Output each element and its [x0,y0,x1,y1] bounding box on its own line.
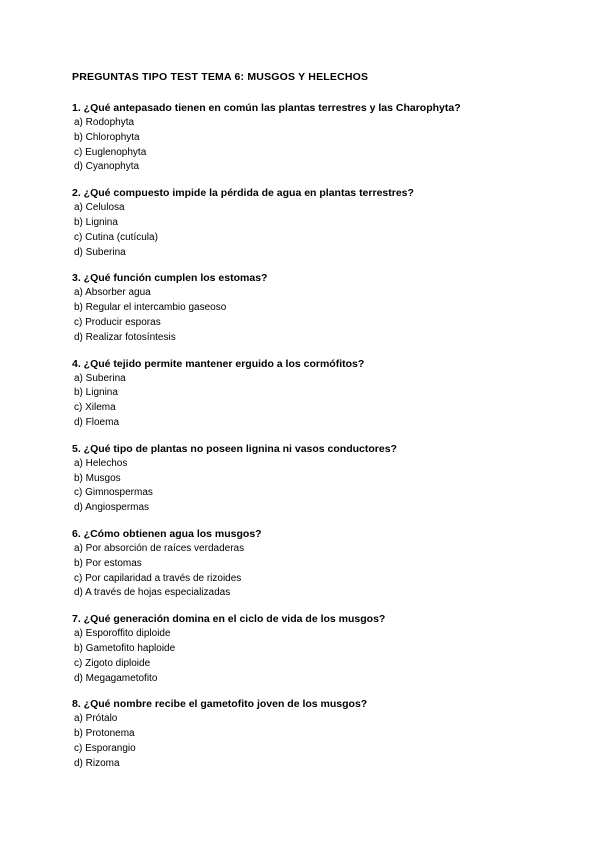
answer-option: b) Musgos [74,472,121,484]
question-2 [72,186,572,260]
question-text: 2. ¿Qué compuesto impide la pérdida de agua en plantas terrestres? [72,187,414,200]
answer-option: a) Rodophyta [74,117,135,128]
question-text: 5. ¿Qué tipo de plantas no poseen lignina ni vasos conductores? [72,442,397,455]
answer-option: c) Gimnospermas [74,487,153,499]
answer-option: d) Angiospermas [74,502,150,514]
question-8 [72,697,572,771]
answer-option: b) Lignina [74,216,118,228]
question-6 [72,527,572,601]
answer-option: b) Gametofito haploide [74,642,176,654]
question-text: 3. ¿Qué función cumplen los estomas? [72,272,268,285]
answer-option: c) Por capilaridad a través de rizoides [74,572,242,584]
question-text: 8. ¿Qué nombre recibe el gametofito joven de los musgos? [72,698,368,711]
question-text: 1. ¿Qué antepasado tienen en común las plantas terrestres y las Charophyta? [72,102,461,114]
answer-option: b) Lignina [74,387,118,399]
answer-option: c) Producir esporas [74,316,161,328]
answer-option: d) Floema [74,416,120,428]
question-text: 4. ¿Qué tejido permite mantener erguido a los cormófitos? [72,357,365,370]
answer-option: b) Regular el intercambio gaseoso [74,302,227,314]
answer-option: a) Prótalo [74,713,118,725]
answer-option: c) Euglenophyta [74,146,147,158]
answer-option: d) Megagametofito [74,672,158,684]
answer-option: a) Suberina [74,372,126,384]
question-text: 7. ¿Qué generación domina en el ciclo de vida de los musgos? [72,613,386,626]
answer-option: a) Esporoffito diploide [74,628,171,640]
document-page [72,70,572,783]
answer-option: d) Realizar fotosíntesis [74,331,176,343]
answer-option: d) Suberina [74,246,126,258]
answer-option: a) Por absorción de raíces verdaderas [74,542,245,554]
answer-option: d) Cyanophyta [74,161,140,173]
answer-option: a) Helechos [74,457,128,469]
question-text: 6. ¿Cómo obtienen agua los musgos? [72,527,262,540]
answer-option: d) Rizoma [74,757,120,769]
answer-option: b) Chlorophyta [74,131,140,143]
answer-option: c) Cutina (cutícula) [74,231,158,243]
answer-option: d) A través de hojas especializadas [74,587,231,599]
document-title: PREGUNTAS TIPO TEST TEMA 6: MUSGOS Y HELECHOS [72,71,369,83]
answer-option: b) Protonema [74,728,135,740]
question-4 [72,357,572,431]
answer-option: c) Zigoto diploide [74,657,151,669]
question-5 [72,442,572,516]
question-1 [72,101,572,175]
question-3 [72,271,572,345]
answer-option: c) Esporangio [74,742,136,754]
answer-option: c) Xilema [74,402,116,414]
answer-option: b) Por estomas [74,557,142,569]
answer-option: a) Celulosa [74,202,125,214]
question-7 [72,612,572,686]
answer-option: a) Absorber agua [74,287,151,299]
